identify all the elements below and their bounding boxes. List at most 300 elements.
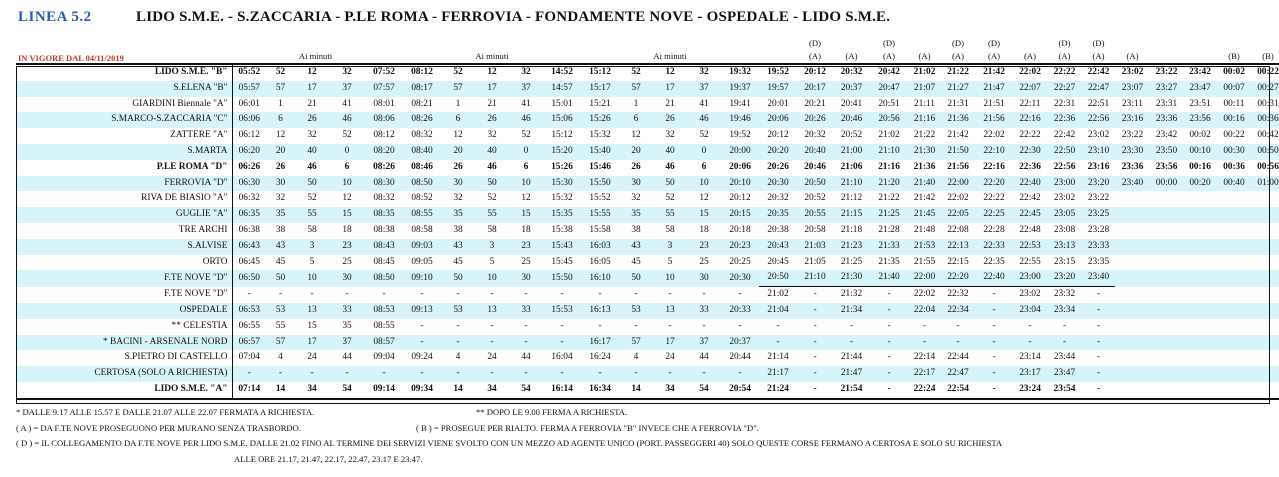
departure-time: 6 bbox=[344, 161, 350, 172]
departure-time: 23:40 bbox=[1082, 270, 1115, 286]
departure-time: 0 bbox=[509, 144, 543, 160]
departure-time: 23:54 bbox=[1047, 382, 1082, 399]
departure-time bbox=[1217, 223, 1251, 239]
departure-time: 20:00 bbox=[721, 144, 759, 160]
departure-time: 12 bbox=[521, 193, 531, 204]
departure-time: - bbox=[887, 352, 891, 363]
departure-time: 08:12 bbox=[403, 64, 441, 81]
departure-time: 20:17 bbox=[797, 81, 833, 97]
departure-time: - bbox=[619, 366, 653, 382]
departure-time: 21:22 bbox=[913, 130, 936, 141]
departure-time: 08:55 bbox=[373, 320, 395, 331]
departure-time: 23:42 bbox=[1183, 64, 1217, 81]
departure-time: 21:15 bbox=[833, 207, 870, 223]
departure-time: - bbox=[1082, 335, 1115, 351]
departure-time: 50 bbox=[475, 176, 509, 192]
departure-time: 08:20 bbox=[365, 144, 403, 160]
departure-time: 21:05 bbox=[804, 256, 826, 267]
departure-time: 15:50 bbox=[543, 270, 581, 286]
departure-time: 06:57 bbox=[232, 335, 266, 351]
stop-name: LIDO S.M.E. "B" bbox=[16, 64, 232, 81]
departure-time: 20:32 bbox=[833, 64, 870, 81]
departure-time: 15:01 bbox=[551, 98, 573, 109]
departure-time: - bbox=[941, 335, 975, 351]
departure-time: 22:40 bbox=[975, 270, 1013, 286]
departure-time: 20:23 bbox=[721, 239, 759, 255]
departure-time: 16:34 bbox=[581, 382, 619, 399]
departure-time: 22:02 bbox=[913, 289, 936, 300]
departure-time: - bbox=[295, 366, 329, 382]
departure-time: 21:02 bbox=[908, 64, 941, 81]
column-mark bbox=[653, 37, 687, 50]
departure-time: 20:33 bbox=[721, 303, 759, 319]
departure-time: 23:04 bbox=[1013, 303, 1047, 319]
timetable-row bbox=[16, 287, 1279, 303]
departure-time: 15:38 bbox=[551, 224, 573, 235]
departure-time: 21:40 bbox=[870, 270, 908, 286]
departure-time: 41 bbox=[342, 98, 352, 109]
departure-time: 20:52 bbox=[804, 193, 826, 204]
departure-time: 26 bbox=[295, 112, 329, 128]
column-notes-row bbox=[16, 37, 1279, 50]
departure-time: 20:40 bbox=[797, 144, 833, 160]
timetable-row bbox=[16, 176, 1279, 192]
stop-name: GUGLIE "A" bbox=[16, 207, 232, 223]
departure-time: 00:02 bbox=[1189, 130, 1211, 141]
departure-time: 22:44 bbox=[947, 352, 969, 363]
column-mark bbox=[1013, 37, 1047, 50]
departure-time: 22:17 bbox=[908, 366, 941, 382]
timetable-row bbox=[16, 144, 1279, 160]
departure-time: 57 bbox=[266, 81, 295, 97]
departure-time: 20:51 bbox=[878, 98, 900, 109]
departure-time: 10 bbox=[687, 176, 721, 192]
ai-minuti-label: Ai minuti bbox=[298, 51, 333, 61]
column-code: (A) bbox=[845, 51, 858, 61]
column-mark: (D) bbox=[809, 38, 821, 48]
departure-time: 08:45 bbox=[373, 256, 395, 267]
departure-time: 21:16 bbox=[878, 161, 900, 172]
departure-time: 23 bbox=[687, 239, 721, 255]
departure-time: 22:34 bbox=[941, 303, 975, 319]
stop-name: TRE ARCHI bbox=[16, 223, 232, 239]
departure-time: 20:56 bbox=[870, 112, 908, 128]
departure-time: 30 bbox=[329, 270, 365, 286]
departure-time bbox=[1251, 255, 1279, 271]
departure-time: 20:38 bbox=[767, 224, 789, 235]
stop-name: * BACINI - ARSENALE NORD bbox=[16, 335, 232, 351]
departure-time: 15:50 bbox=[581, 176, 619, 192]
departure-time: 15:45 bbox=[551, 256, 573, 267]
departure-time: 3 bbox=[653, 239, 687, 255]
departure-time: 21:16 bbox=[908, 112, 941, 128]
departure-time: 22:20 bbox=[941, 270, 975, 286]
departure-time: 22:42 bbox=[1019, 193, 1041, 204]
departure-time: - bbox=[509, 366, 543, 382]
departure-time: 06:50 bbox=[232, 270, 266, 286]
departure-time: - bbox=[797, 382, 833, 399]
departure-time: 22:30 bbox=[1013, 144, 1047, 160]
departure-time: 20:37 bbox=[721, 335, 759, 351]
departure-time: 23:35 bbox=[1087, 256, 1110, 267]
departure-time: 15 bbox=[509, 207, 543, 223]
departure-time: 08:30 bbox=[365, 176, 403, 192]
departure-time: 53 bbox=[441, 303, 475, 319]
departure-time: - bbox=[456, 320, 460, 331]
stop-name: S.ELENA "B" bbox=[16, 81, 232, 97]
stop-name: S.ALVISE bbox=[16, 239, 232, 255]
departure-time: 35 bbox=[619, 207, 653, 223]
stop-name: S.MARCO-S.ZACCARIA "C" bbox=[16, 112, 232, 128]
departure-time: 15 bbox=[329, 207, 365, 223]
departure-time: 40 bbox=[475, 144, 509, 160]
departure-time: 35 bbox=[266, 207, 295, 223]
footnote-b: ( B ) = PROSEGUE PER RIALTO. FERMA A FERROVIA "B" INVECE CHE A FERROVIA "D". bbox=[416, 422, 759, 433]
departure-time: 08:32 bbox=[411, 130, 433, 141]
departure-time: 21:55 bbox=[913, 256, 936, 267]
departure-time: 20:46 bbox=[833, 112, 870, 128]
departure-time: 07:57 bbox=[365, 81, 403, 97]
departure-time: 21:30 bbox=[833, 270, 870, 286]
stop-name: OSPEDALE bbox=[16, 303, 232, 319]
departure-time: 00:56 bbox=[1257, 161, 1279, 172]
departure-time: 06:06 bbox=[232, 112, 266, 128]
departure-time: 23:16 bbox=[1087, 161, 1110, 172]
departure-time: 30 bbox=[441, 176, 475, 192]
column-mark bbox=[581, 37, 619, 50]
column-code bbox=[581, 50, 619, 64]
departure-time: 33 bbox=[509, 303, 543, 319]
departure-time bbox=[1150, 287, 1183, 303]
departure-time bbox=[1217, 303, 1251, 319]
departure-time: 20:44 bbox=[729, 352, 751, 363]
departure-time: - bbox=[738, 320, 742, 331]
departure-time: 17 bbox=[653, 81, 687, 97]
departure-time: 23:14 bbox=[1019, 352, 1041, 363]
departure-time: 16:17 bbox=[581, 335, 619, 351]
departure-time: 14 bbox=[441, 382, 475, 399]
departure-time: - bbox=[598, 288, 602, 299]
departure-time: 05:52 bbox=[232, 64, 266, 81]
departure-time: 3 bbox=[295, 239, 329, 255]
departure-time: - bbox=[702, 320, 706, 331]
departure-time: 05:57 bbox=[232, 81, 266, 97]
departure-time: 08:55 bbox=[403, 207, 441, 223]
departure-time: 22:47 bbox=[1082, 81, 1115, 97]
departure-time: - bbox=[975, 335, 1013, 351]
departure-time: 6 bbox=[701, 161, 707, 172]
departure-time: 30 bbox=[266, 176, 295, 192]
departure-time: 33 bbox=[687, 303, 721, 319]
timetable-row bbox=[16, 255, 1279, 271]
stop-name: FERROVIA "D" bbox=[16, 176, 232, 192]
departure-time: 12 bbox=[699, 193, 709, 204]
departure-time: 19:52 bbox=[729, 130, 751, 141]
departure-time: 22:48 bbox=[1019, 224, 1041, 235]
timetable bbox=[16, 37, 1279, 400]
departure-time: 12 bbox=[475, 64, 509, 81]
departure-time: 55 bbox=[295, 207, 329, 223]
departure-time bbox=[1183, 207, 1217, 223]
departure-time bbox=[1150, 366, 1183, 382]
departure-time: 20:32 bbox=[767, 193, 789, 204]
departure-time: 57 bbox=[441, 81, 475, 97]
departure-time bbox=[1217, 270, 1251, 286]
departure-time: 15:46 bbox=[589, 161, 611, 172]
departure-time: 45 bbox=[275, 256, 286, 267]
departure-time: 22:25 bbox=[975, 207, 1013, 223]
departure-time: - bbox=[475, 366, 509, 382]
departure-time: 37 bbox=[687, 335, 721, 351]
departure-time: 22:35 bbox=[983, 256, 1005, 267]
departure-time: 22:14 bbox=[913, 352, 936, 363]
departure-time: 20:12 bbox=[767, 130, 789, 141]
departure-time: 20 bbox=[619, 144, 653, 160]
departure-time: 21:22 bbox=[941, 64, 975, 81]
departure-time: 15:12 bbox=[581, 64, 619, 81]
departure-time: 21:03 bbox=[797, 239, 833, 255]
departure-time bbox=[1251, 287, 1279, 303]
departure-time: 33 bbox=[329, 303, 365, 319]
departure-time: 23:15 bbox=[1053, 256, 1076, 267]
departure-time: 21:45 bbox=[908, 207, 941, 223]
timetable-row bbox=[16, 112, 1279, 128]
departure-time: 21:50 bbox=[941, 144, 975, 160]
departure-time: 21:04 bbox=[759, 303, 797, 319]
departure-time: - bbox=[543, 335, 581, 351]
departure-time: 00:16 bbox=[1217, 112, 1251, 128]
departure-time: 23 bbox=[509, 239, 543, 255]
departure-time: 44 bbox=[521, 352, 531, 363]
departure-time bbox=[1150, 350, 1183, 366]
departure-time bbox=[1217, 255, 1251, 271]
departure-time: 25 bbox=[521, 256, 531, 267]
departure-time: 06:35 bbox=[232, 207, 266, 223]
departure-time: - bbox=[329, 366, 365, 382]
departure-time: 08:52 bbox=[411, 193, 433, 204]
timetable-row bbox=[16, 303, 1279, 319]
column-codes-row bbox=[16, 50, 1279, 64]
departure-time: 17 bbox=[295, 81, 329, 97]
departure-time: 21:17 bbox=[759, 366, 797, 382]
departure-time: 19:37 bbox=[721, 81, 759, 97]
departure-time bbox=[1150, 335, 1183, 351]
departure-time: 09:10 bbox=[403, 270, 441, 286]
departure-time: 21:10 bbox=[833, 176, 870, 192]
departure-time: 22:42 bbox=[1082, 64, 1115, 81]
departure-time: 22:20 bbox=[975, 176, 1013, 192]
departure-time: 22:31 bbox=[1053, 98, 1076, 109]
departure-time bbox=[1217, 207, 1251, 223]
departure-time: 24 bbox=[487, 352, 497, 363]
departure-time: 20:54 bbox=[721, 382, 759, 399]
departure-time: 19:32 bbox=[721, 64, 759, 81]
departure-time: 22:54 bbox=[941, 382, 975, 399]
departure-time: - bbox=[382, 288, 386, 299]
departure-time: 12 bbox=[342, 193, 352, 204]
departure-time: - bbox=[266, 366, 295, 382]
stop-name: RIVA DE BIASIO "A" bbox=[16, 191, 232, 207]
departure-time: 22:45 bbox=[1013, 207, 1047, 223]
departure-time: 57 bbox=[619, 335, 653, 351]
departure-time: 30 bbox=[619, 176, 653, 192]
departure-time: 52 bbox=[342, 130, 352, 141]
departure-time: 38 bbox=[631, 224, 641, 235]
departure-time: 52 bbox=[266, 64, 295, 81]
departure-time: 15:55 bbox=[581, 207, 619, 223]
departure-time: - bbox=[833, 335, 870, 351]
departure-time: 08:01 bbox=[373, 98, 395, 109]
departure-time: 08:40 bbox=[403, 144, 441, 160]
departure-time: 30 bbox=[687, 270, 721, 286]
departure-time: 21:36 bbox=[913, 161, 936, 172]
departure-time: - bbox=[581, 366, 619, 382]
departure-time: 23:36 bbox=[1121, 161, 1144, 172]
departure-time: 16:05 bbox=[589, 256, 611, 267]
stop-name: F.TE NOVE "D" bbox=[16, 270, 232, 286]
stop-name: S.PIETRO DI CASTELLO bbox=[16, 350, 232, 366]
departure-time: 00:36 bbox=[1223, 161, 1245, 172]
departure-time: 21:42 bbox=[913, 193, 936, 204]
departure-time: 20:43 bbox=[759, 239, 797, 255]
departure-time: 1 bbox=[455, 98, 461, 109]
departure-time bbox=[1150, 319, 1183, 335]
departure-time: - bbox=[738, 288, 742, 299]
departure-time bbox=[1150, 303, 1183, 319]
departure-time: 21:06 bbox=[840, 161, 863, 172]
departure-time: 23:08 bbox=[1053, 224, 1076, 235]
departure-time: - bbox=[560, 288, 564, 299]
departure-time: 00:42 bbox=[1257, 130, 1279, 141]
validity-date: IN VIGORE DAL 04/11/2019 bbox=[18, 53, 124, 63]
departure-time: 20:30 bbox=[759, 176, 797, 192]
departure-time: 15:53 bbox=[543, 303, 581, 319]
departure-time: 08:38 bbox=[373, 224, 395, 235]
stop-name: ORTO bbox=[16, 255, 232, 271]
departure-time bbox=[1251, 239, 1279, 255]
stop-name: F.TE NOVE "D" bbox=[16, 287, 232, 303]
departure-time: 23:28 bbox=[1087, 224, 1110, 235]
departure-time: 6 bbox=[441, 112, 475, 128]
departure-time: 23:05 bbox=[1047, 207, 1082, 223]
departure-time: 23:44 bbox=[1053, 352, 1076, 363]
departure-time: 22:22 bbox=[983, 193, 1005, 204]
departure-time: 4 bbox=[633, 352, 639, 363]
timetable-row bbox=[16, 319, 1279, 335]
departure-time: 21:56 bbox=[947, 161, 969, 172]
departure-time: 23:02 bbox=[1053, 193, 1076, 204]
departure-time: 32 bbox=[665, 130, 675, 141]
departure-time: 21:42 bbox=[947, 130, 969, 141]
departure-time: 22:02 bbox=[947, 193, 969, 204]
ai-minuti-label: Ai minuti bbox=[653, 51, 687, 61]
departure-time: 08:50 bbox=[403, 176, 441, 192]
departure-time: 4 bbox=[455, 352, 461, 363]
departure-time: 23:02 bbox=[1115, 64, 1150, 81]
column-code: (A) bbox=[988, 51, 1000, 61]
departure-time: 44 bbox=[342, 352, 352, 363]
departure-time: 00:50 bbox=[1251, 144, 1279, 160]
departure-time: 19:41 bbox=[729, 98, 751, 109]
departure-time: 5 bbox=[667, 256, 673, 267]
departure-time bbox=[1251, 366, 1279, 382]
departure-time: 16:24 bbox=[589, 352, 611, 363]
departure-time: 46 bbox=[487, 161, 497, 172]
departure-time: 23:31 bbox=[1155, 98, 1178, 109]
departure-time bbox=[1217, 366, 1251, 382]
departure-time: - bbox=[543, 366, 581, 382]
departure-time: 14 bbox=[266, 382, 295, 399]
departure-time: 58 bbox=[307, 224, 317, 235]
departure-time: 23:51 bbox=[1189, 98, 1211, 109]
departure-time: 00:36 bbox=[1251, 112, 1279, 128]
departure-time: 23:32 bbox=[1053, 289, 1076, 300]
ai-minuti-label: Ai minuti bbox=[475, 51, 509, 61]
departure-time: 23:34 bbox=[1047, 303, 1082, 319]
departure-time: - bbox=[475, 335, 509, 351]
departure-time: 23:17 bbox=[1013, 366, 1047, 382]
departure-time bbox=[1217, 335, 1251, 351]
departure-time bbox=[1183, 303, 1217, 319]
departure-time bbox=[1115, 207, 1150, 223]
departure-time: - bbox=[490, 288, 494, 299]
timetable-row bbox=[16, 270, 1279, 286]
departure-time: 21:53 bbox=[908, 239, 941, 255]
departure-time: 21:34 bbox=[833, 303, 870, 319]
column-mark: (D) bbox=[1058, 38, 1071, 48]
departure-time bbox=[1251, 319, 1279, 335]
timetable-row bbox=[16, 239, 1279, 255]
departure-time: 00:31 bbox=[1257, 98, 1279, 109]
departure-time: 37 bbox=[329, 335, 365, 351]
departure-time: 10 bbox=[653, 270, 687, 286]
departure-time: 22:32 bbox=[947, 289, 969, 300]
departure-time: 00:02 bbox=[1217, 64, 1251, 81]
departure-time: 00:00 bbox=[1150, 176, 1183, 192]
departure-time: 20:55 bbox=[797, 207, 833, 223]
departure-time bbox=[1115, 303, 1150, 319]
footnote-celestia: ** DOPO LE 9.00 FERMA A RICHIESTA. bbox=[476, 407, 628, 417]
departure-time: 01:00 bbox=[1251, 176, 1279, 192]
departure-time: 55 bbox=[275, 320, 286, 331]
departure-time: - bbox=[759, 335, 797, 351]
departure-time: - bbox=[653, 366, 687, 382]
departure-time: 20:10 bbox=[721, 176, 759, 192]
departure-time: 14:52 bbox=[543, 64, 581, 81]
departure-time: 09:05 bbox=[411, 256, 433, 267]
departure-time: 22:15 bbox=[947, 256, 969, 267]
departure-time: 23:36 bbox=[1150, 112, 1183, 128]
departure-time: 08:53 bbox=[365, 303, 403, 319]
column-mark bbox=[16, 37, 232, 50]
departure-time: - bbox=[1096, 289, 1101, 300]
departure-time bbox=[1115, 191, 1150, 207]
departure-time: 15:12 bbox=[551, 130, 573, 141]
departure-time: 15:30 bbox=[543, 176, 581, 192]
departure-time: 23:11 bbox=[1121, 98, 1143, 109]
departure-time: 43 bbox=[441, 239, 475, 255]
timetable-header bbox=[18, 9, 890, 33]
departure-time: 20:06 bbox=[729, 161, 751, 172]
departure-time: 20:12 bbox=[729, 193, 751, 204]
departure-time: - bbox=[365, 366, 403, 382]
departure-time: 17 bbox=[295, 335, 329, 351]
departure-time: 50 bbox=[441, 270, 475, 286]
column-mark: (D) bbox=[883, 38, 895, 48]
timetable-row bbox=[16, 191, 1279, 207]
column-mark bbox=[329, 37, 365, 50]
departure-time: - bbox=[1013, 335, 1047, 351]
